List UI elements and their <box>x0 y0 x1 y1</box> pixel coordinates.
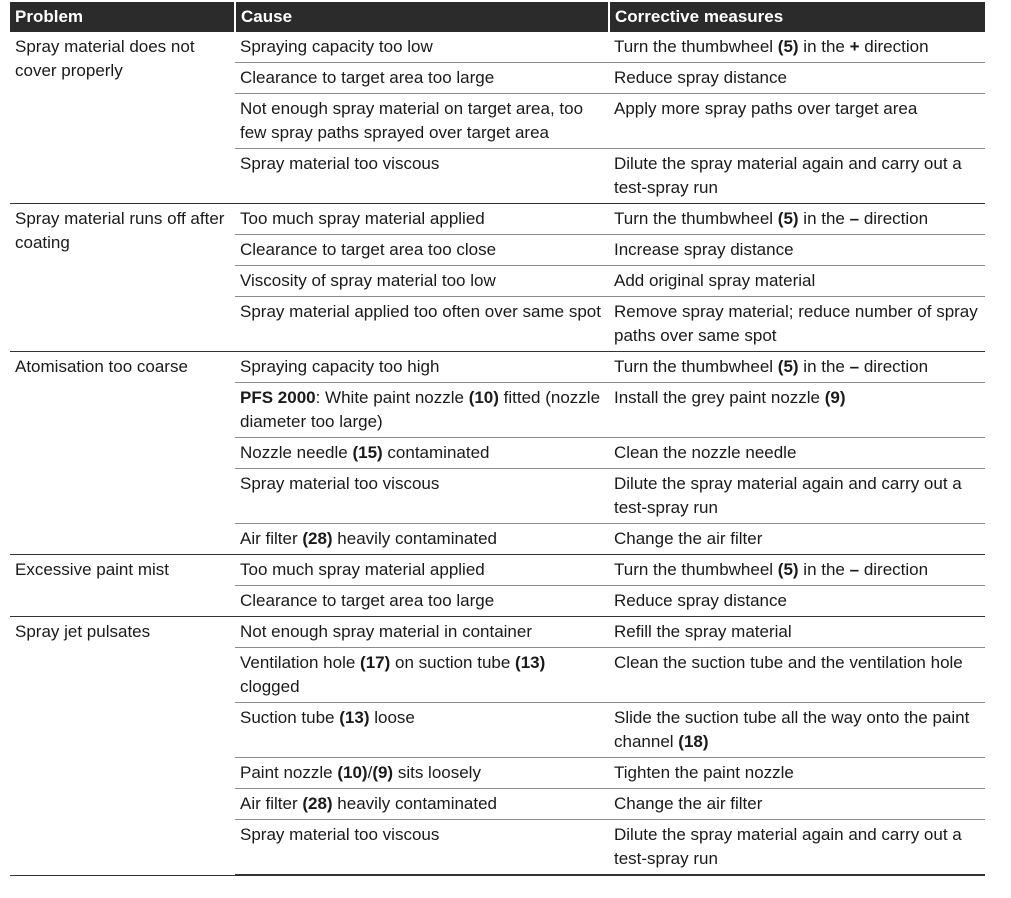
cause-cell: Paint nozzle (10)/(9) sits loosely <box>235 758 609 789</box>
corrective-measure-cell: Dilute the spray material again and carry out a test-spray run <box>609 820 985 876</box>
cause-cell: Air filter (28) heavily contaminated <box>235 524 609 555</box>
cause-cell: Nozzle needle (15) contaminated <box>235 438 609 469</box>
corrective-measure-cell: Apply more spray paths over target area <box>609 94 985 149</box>
corrective-measure-cell: Tighten the paint nozzle <box>609 758 985 789</box>
table-row <box>10 617 985 648</box>
corrective-measure-cell: Turn the thumbwheel (5) in the – direction <box>609 204 985 235</box>
cause-cell: Spray material too viscous <box>235 820 609 876</box>
cause-cell: PFS 2000: White paint nozzle (10) fitted (nozzle diameter too large) <box>235 383 609 438</box>
corrective-measure-cell: Turn the thumbwheel (5) in the – direction <box>609 555 985 586</box>
cause-cell: Spray material applied too often over same spot <box>235 297 609 352</box>
corrective-measure-cell: Turn the thumbwheel (5) in the – direction <box>609 352 985 383</box>
problem-cell: Spray jet pulsates <box>10 617 235 876</box>
cause-cell: Clearance to target area too large <box>235 586 609 617</box>
corrective-measure-cell: Change the air filter <box>609 524 985 555</box>
corrective-measure-cell: Slide the suction tube all the way onto the paint channel (18) <box>609 703 985 758</box>
cause-cell: Air filter (28) heavily contaminated <box>235 789 609 820</box>
cause-cell: Not enough spray material in container <box>235 617 609 648</box>
table-row <box>10 204 985 235</box>
table-row <box>10 352 985 383</box>
table-header <box>10 2 985 32</box>
cause-cell: Spraying capacity too high <box>235 352 609 383</box>
cause-cell: Clearance to target area too large <box>235 63 609 94</box>
corrective-measure-cell: Remove spray material; reduce number of spray paths over same spot <box>609 297 985 352</box>
cause-cell: Too much spray material applied <box>235 555 609 586</box>
problem-cell: Atomisation too coarse <box>10 352 235 555</box>
cause-cell: Spraying capacity too low <box>235 32 609 63</box>
corrective-measure-cell: Reduce spray distance <box>609 586 985 617</box>
table-body <box>10 32 985 875</box>
cause-cell: Too much spray material applied <box>235 204 609 235</box>
corrective-measure-cell: Increase spray distance <box>609 235 985 266</box>
table-row <box>10 555 985 586</box>
problem-cell: Spray material runs off after coating <box>10 204 235 352</box>
cause-cell: Suction tube (13) loose <box>235 703 609 758</box>
corrective-measure-cell: Add original spray material <box>609 266 985 297</box>
cause-cell: Viscosity of spray material too low <box>235 266 609 297</box>
problem-cell: Spray material does not cover properly <box>10 32 235 204</box>
troubleshooting-table <box>10 2 985 876</box>
corrective-measure-cell: Clean the suction tube and the ventilation hole <box>609 648 985 703</box>
corrective-measure-cell: Refill the spray material <box>609 617 985 648</box>
header-cause: Cause <box>235 2 609 32</box>
problem-cell: Excessive paint mist <box>10 555 235 617</box>
header-problem: Problem <box>10 2 235 32</box>
corrective-measure-cell: Clean the nozzle needle <box>609 438 985 469</box>
cause-cell: Ventilation hole (17) on suction tube (13) clogged <box>235 648 609 703</box>
cause-cell: Not enough spray material on target area, too few spray paths sprayed over target area <box>235 94 609 149</box>
corrective-measure-cell: Reduce spray distance <box>609 63 985 94</box>
corrective-measure-cell: Change the air filter <box>609 789 985 820</box>
header-row <box>10 2 985 32</box>
cause-cell: Spray material too viscous <box>235 149 609 204</box>
header-corrective-measures: Corrective measures <box>609 2 985 32</box>
corrective-measure-cell: Dilute the spray material again and carry out a test-spray run <box>609 149 985 204</box>
cause-cell: Clearance to target area too close <box>235 235 609 266</box>
corrective-measure-cell: Dilute the spray material again and carry out a test-spray run <box>609 469 985 524</box>
cause-cell: Spray material too viscous <box>235 469 609 524</box>
corrective-measure-cell: Turn the thumbwheel (5) in the + direction <box>609 32 985 63</box>
table-row <box>10 32 985 63</box>
corrective-measure-cell: Install the grey paint nozzle (9) <box>609 383 985 438</box>
